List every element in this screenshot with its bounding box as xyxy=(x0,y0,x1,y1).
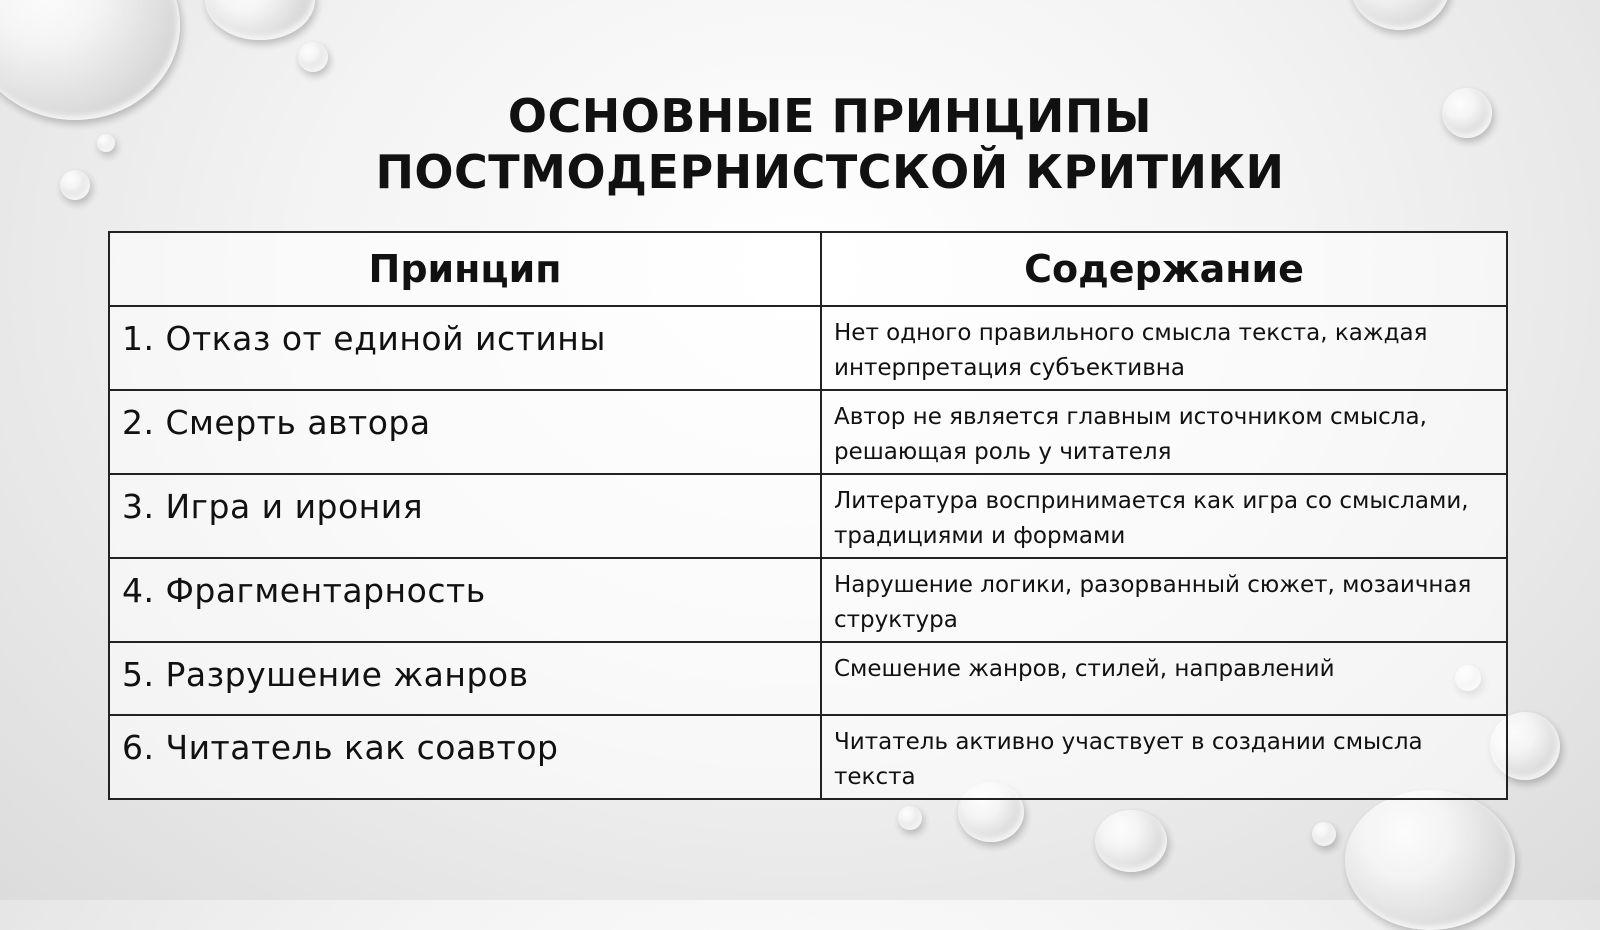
content-cell: Смешение жанров, стилей, направлений xyxy=(821,642,1507,715)
table-header-row xyxy=(109,232,1507,306)
principle-cell: 6. Читатель как соавтор xyxy=(109,715,821,799)
content-cell: Читатель активно участвует в создании смысла текста xyxy=(821,715,1507,799)
water-drop-decoration xyxy=(1345,790,1515,930)
water-drop-decoration xyxy=(298,42,328,72)
water-drop-decoration xyxy=(1312,822,1336,846)
content-cell: Нарушение логики, разорванный сюжет, мозаичная структура xyxy=(821,558,1507,642)
water-drop-decoration xyxy=(60,170,90,200)
column-header-principle: Принцип xyxy=(109,232,821,306)
water-drop-decoration xyxy=(898,806,922,830)
principles-table xyxy=(108,231,1508,800)
table-row xyxy=(109,390,1507,474)
table-row xyxy=(109,474,1507,558)
content-cell: Литература воспринимается как игра со смыслами, традициями и формами xyxy=(821,474,1507,558)
principle-cell: 3. Игра и ирония xyxy=(109,474,821,558)
slide-title: ОСНОВНЫЕ ПРИНЦИПЫ ПОСТМОДЕРНИСТСКОЙ КРИТИКИ xyxy=(375,89,1285,199)
water-drop-decoration xyxy=(1350,0,1450,30)
water-drop-decoration xyxy=(205,0,315,40)
water-drop-decoration xyxy=(1442,88,1492,138)
table-row xyxy=(109,558,1507,642)
principle-cell: 2. Смерть автора xyxy=(109,390,821,474)
water-drop-decoration xyxy=(0,0,180,120)
column-header-content: Содержание xyxy=(821,232,1507,306)
table-row xyxy=(109,715,1507,799)
table-row xyxy=(109,306,1507,390)
principle-cell: 5. Разрушение жанров xyxy=(109,642,821,715)
principle-cell: 4. Фрагментарность xyxy=(109,558,821,642)
water-drop-decoration xyxy=(97,134,115,152)
content-cell: Нет одного правильного смысла текста, каждая интерпретация субъективна xyxy=(821,306,1507,390)
water-drop-decoration xyxy=(1095,810,1167,872)
principle-cell: 1. Отказ от единой истины xyxy=(109,306,821,390)
content-cell: Автор не является главным источником смысла, решающая роль у читателя xyxy=(821,390,1507,474)
table-row xyxy=(109,642,1507,715)
